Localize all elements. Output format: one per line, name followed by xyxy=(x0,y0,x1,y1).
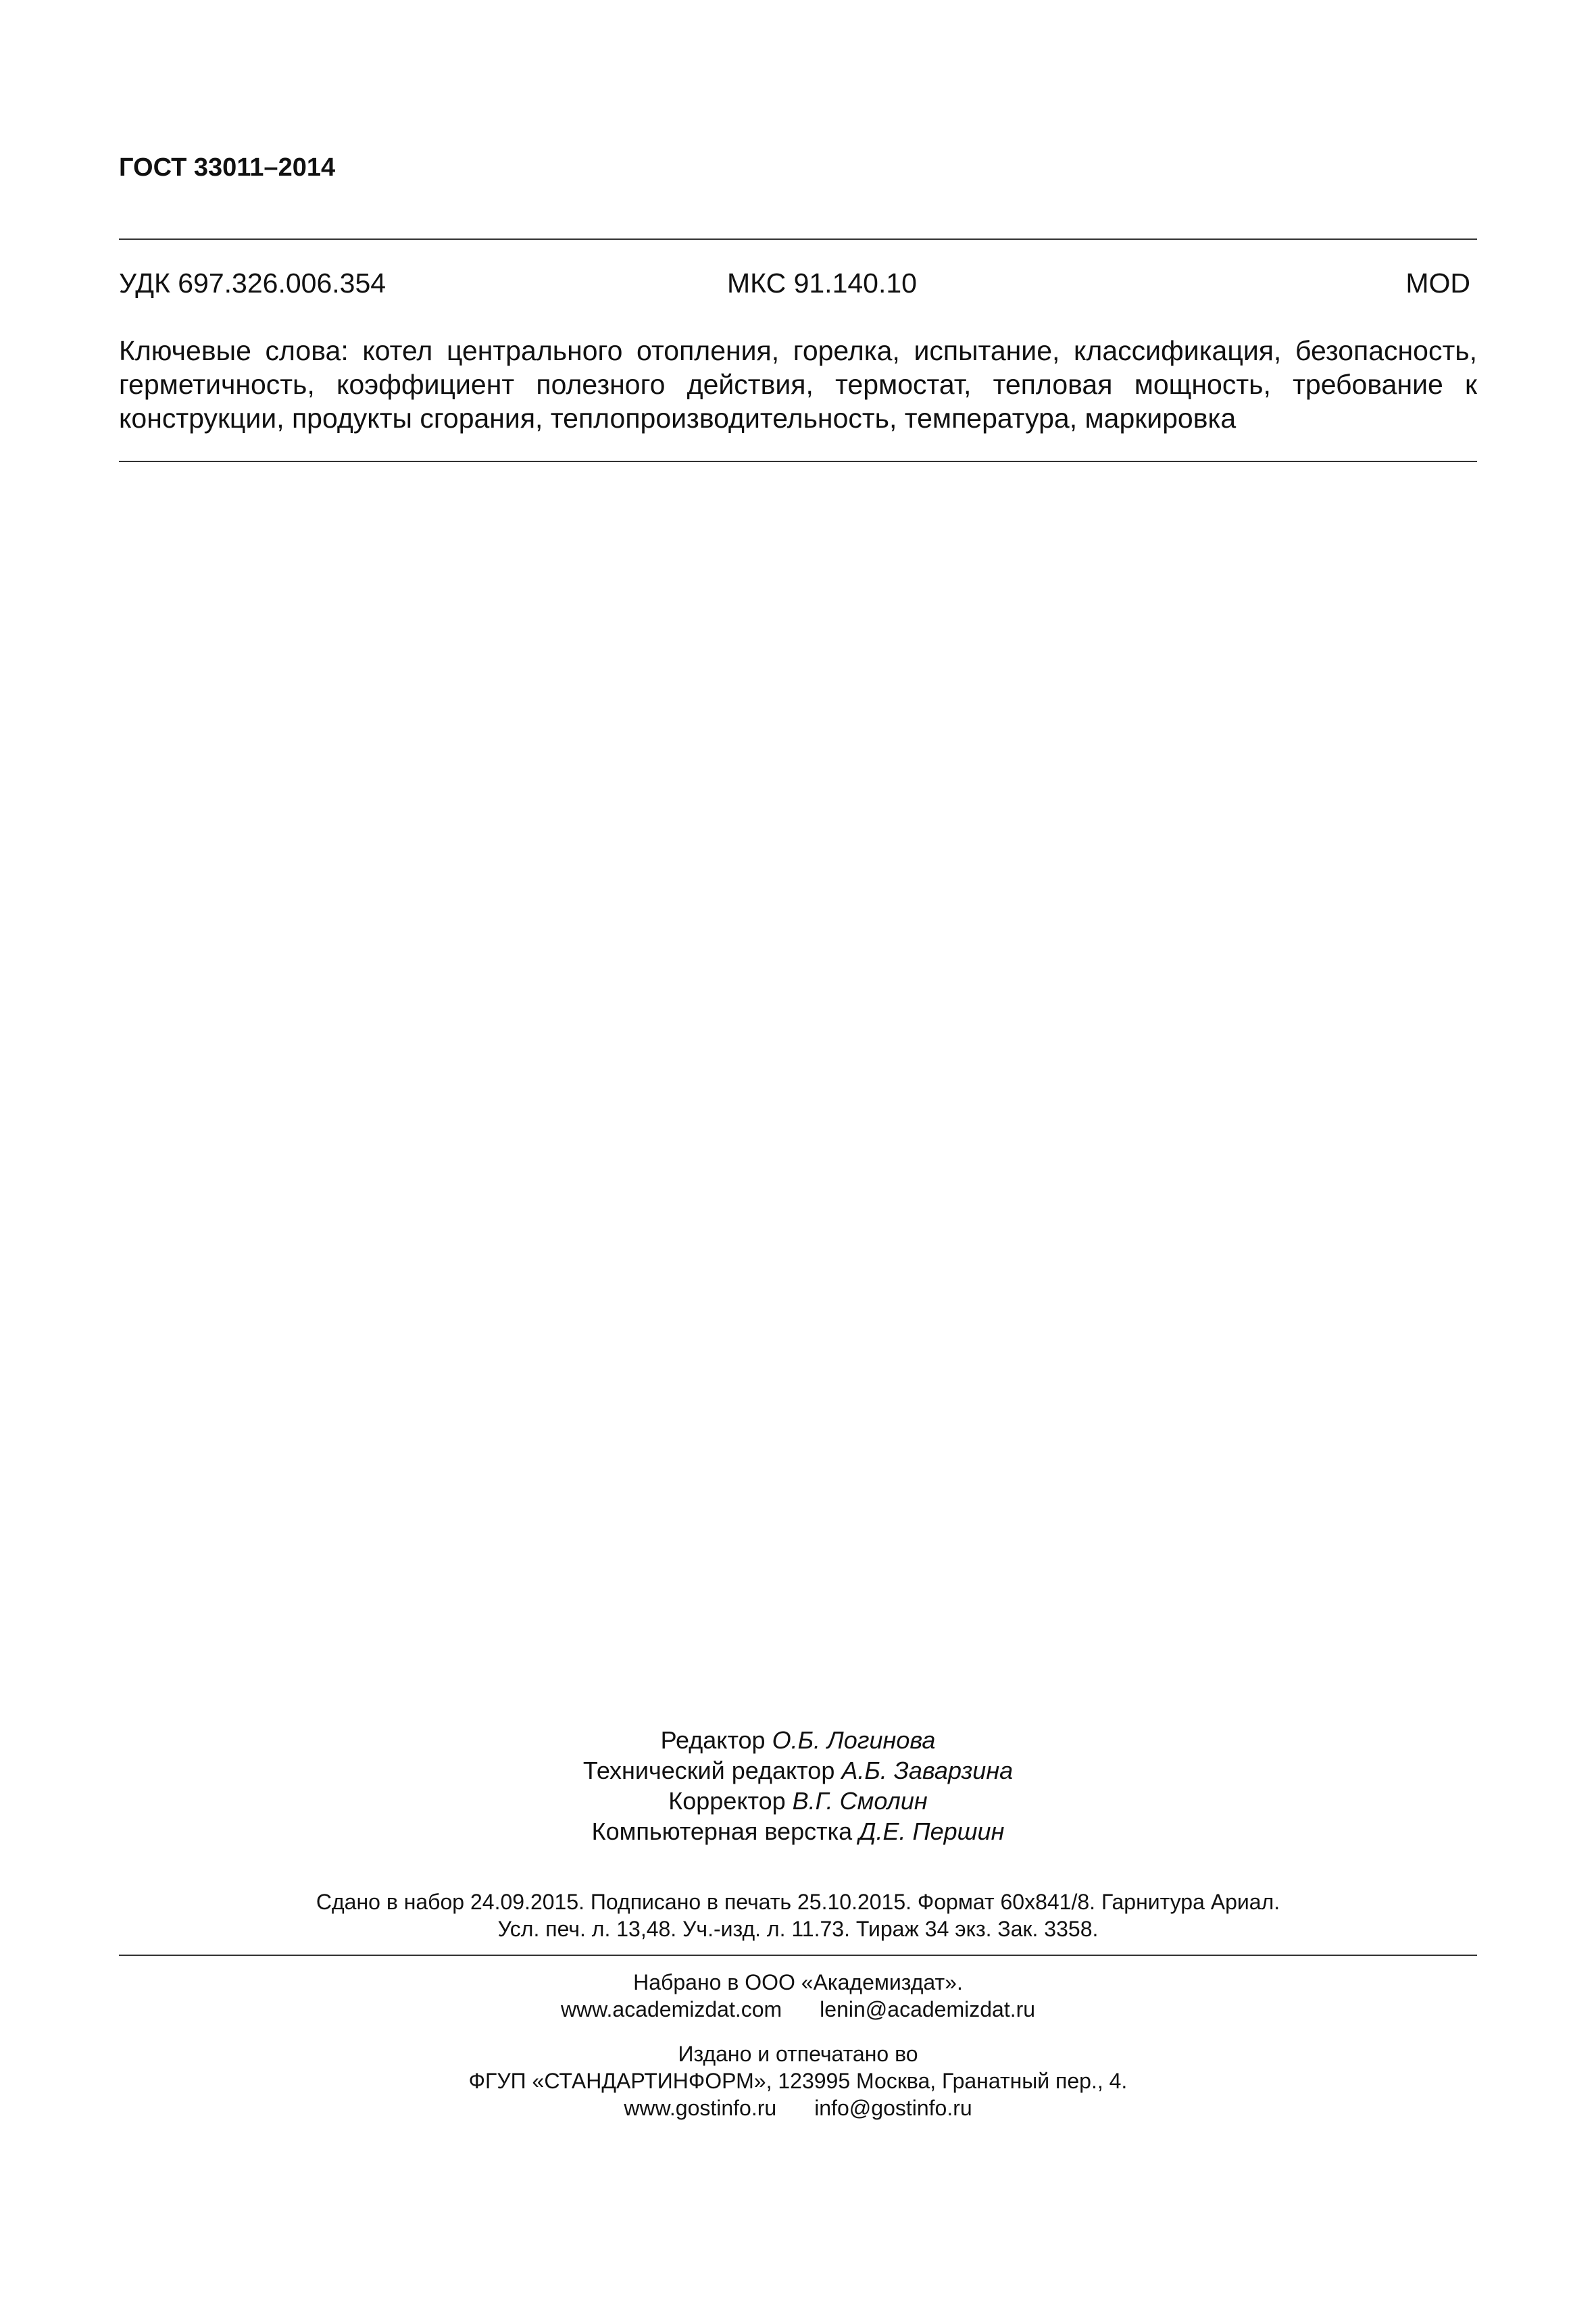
publisher-line-1: Издано и отпечатано во xyxy=(678,2042,918,2066)
publisher-website-link[interactable]: www.gostinfo.ru xyxy=(624,2096,777,2120)
publisher-email-link[interactable]: info@gostinfo.ru xyxy=(814,2096,972,2120)
proofreader-name: В.Г. Смолин xyxy=(792,1787,928,1815)
editor-label: Редактор xyxy=(660,1726,766,1754)
tech-editor-name: А.Б. Заварзина xyxy=(841,1757,1014,1784)
printer-contacts xyxy=(119,1996,1477,2023)
credits-block xyxy=(119,1725,1477,1846)
layout-label: Компьютерная верстка xyxy=(591,1817,853,1845)
top-divider xyxy=(119,238,1477,240)
printer-line: Набрано в ООО «Академиздат». xyxy=(633,1970,963,1994)
publisher-block xyxy=(119,2040,1477,2121)
mks-code: МКС 91.140.10 xyxy=(727,268,917,299)
imprint-line-2: Усл. печ. л. 13,48. Уч.-изд. л. 11.73. Тираж 34 экз. Зак. 3358. xyxy=(497,1917,1099,1941)
layout-line xyxy=(119,1816,1477,1846)
proofreader-line xyxy=(119,1786,1477,1816)
publisher-line-2: ФГУП «СТАНДАРТИНФОРМ», 123995 Москва, Гранатный пер., 4. xyxy=(468,2069,1128,2093)
keywords-divider xyxy=(119,461,1477,462)
publisher-contacts xyxy=(119,2094,1477,2121)
imprint-line-1: Сдано в набор 24.09.2015. Подписано в печать 25.10.2015. Формат 60х841/8. Гарнитура Ариал. xyxy=(316,1890,1280,1914)
printer-email-link[interactable]: lenin@academizdat.ru xyxy=(820,1997,1036,2021)
tech-editor-label: Технический редактор xyxy=(582,1757,835,1784)
classification-row xyxy=(119,267,1477,300)
editor-line xyxy=(119,1725,1477,1755)
proofreader-label: Корректор xyxy=(668,1787,786,1815)
keywords-paragraph: Ключевые слова: котел центрального отопления, горелка, испытание, классификация, безопасность, герметичность, коэффициент полезного действия, термостат, тепловая мощность, требование к конструкции, продукты сгорания, теплопроизводительность, температура, маркировка xyxy=(119,335,1477,434)
mod-marker: MOD xyxy=(1405,268,1470,299)
imprint-block xyxy=(119,1888,1477,1942)
udk-code: УДК 697.326.006.354 xyxy=(119,268,386,299)
imprint-divider xyxy=(119,1955,1477,1956)
tech-editor-line xyxy=(119,1755,1477,1786)
printer-website-link[interactable]: www.academizdat.com xyxy=(560,1997,782,2021)
editor-name: О.Б. Логинова xyxy=(772,1726,936,1754)
printer-block xyxy=(119,1969,1477,2023)
layout-name: Д.Е. Першин xyxy=(859,1817,1005,1845)
document-code: ГОСТ 33011–2014 xyxy=(119,153,336,182)
